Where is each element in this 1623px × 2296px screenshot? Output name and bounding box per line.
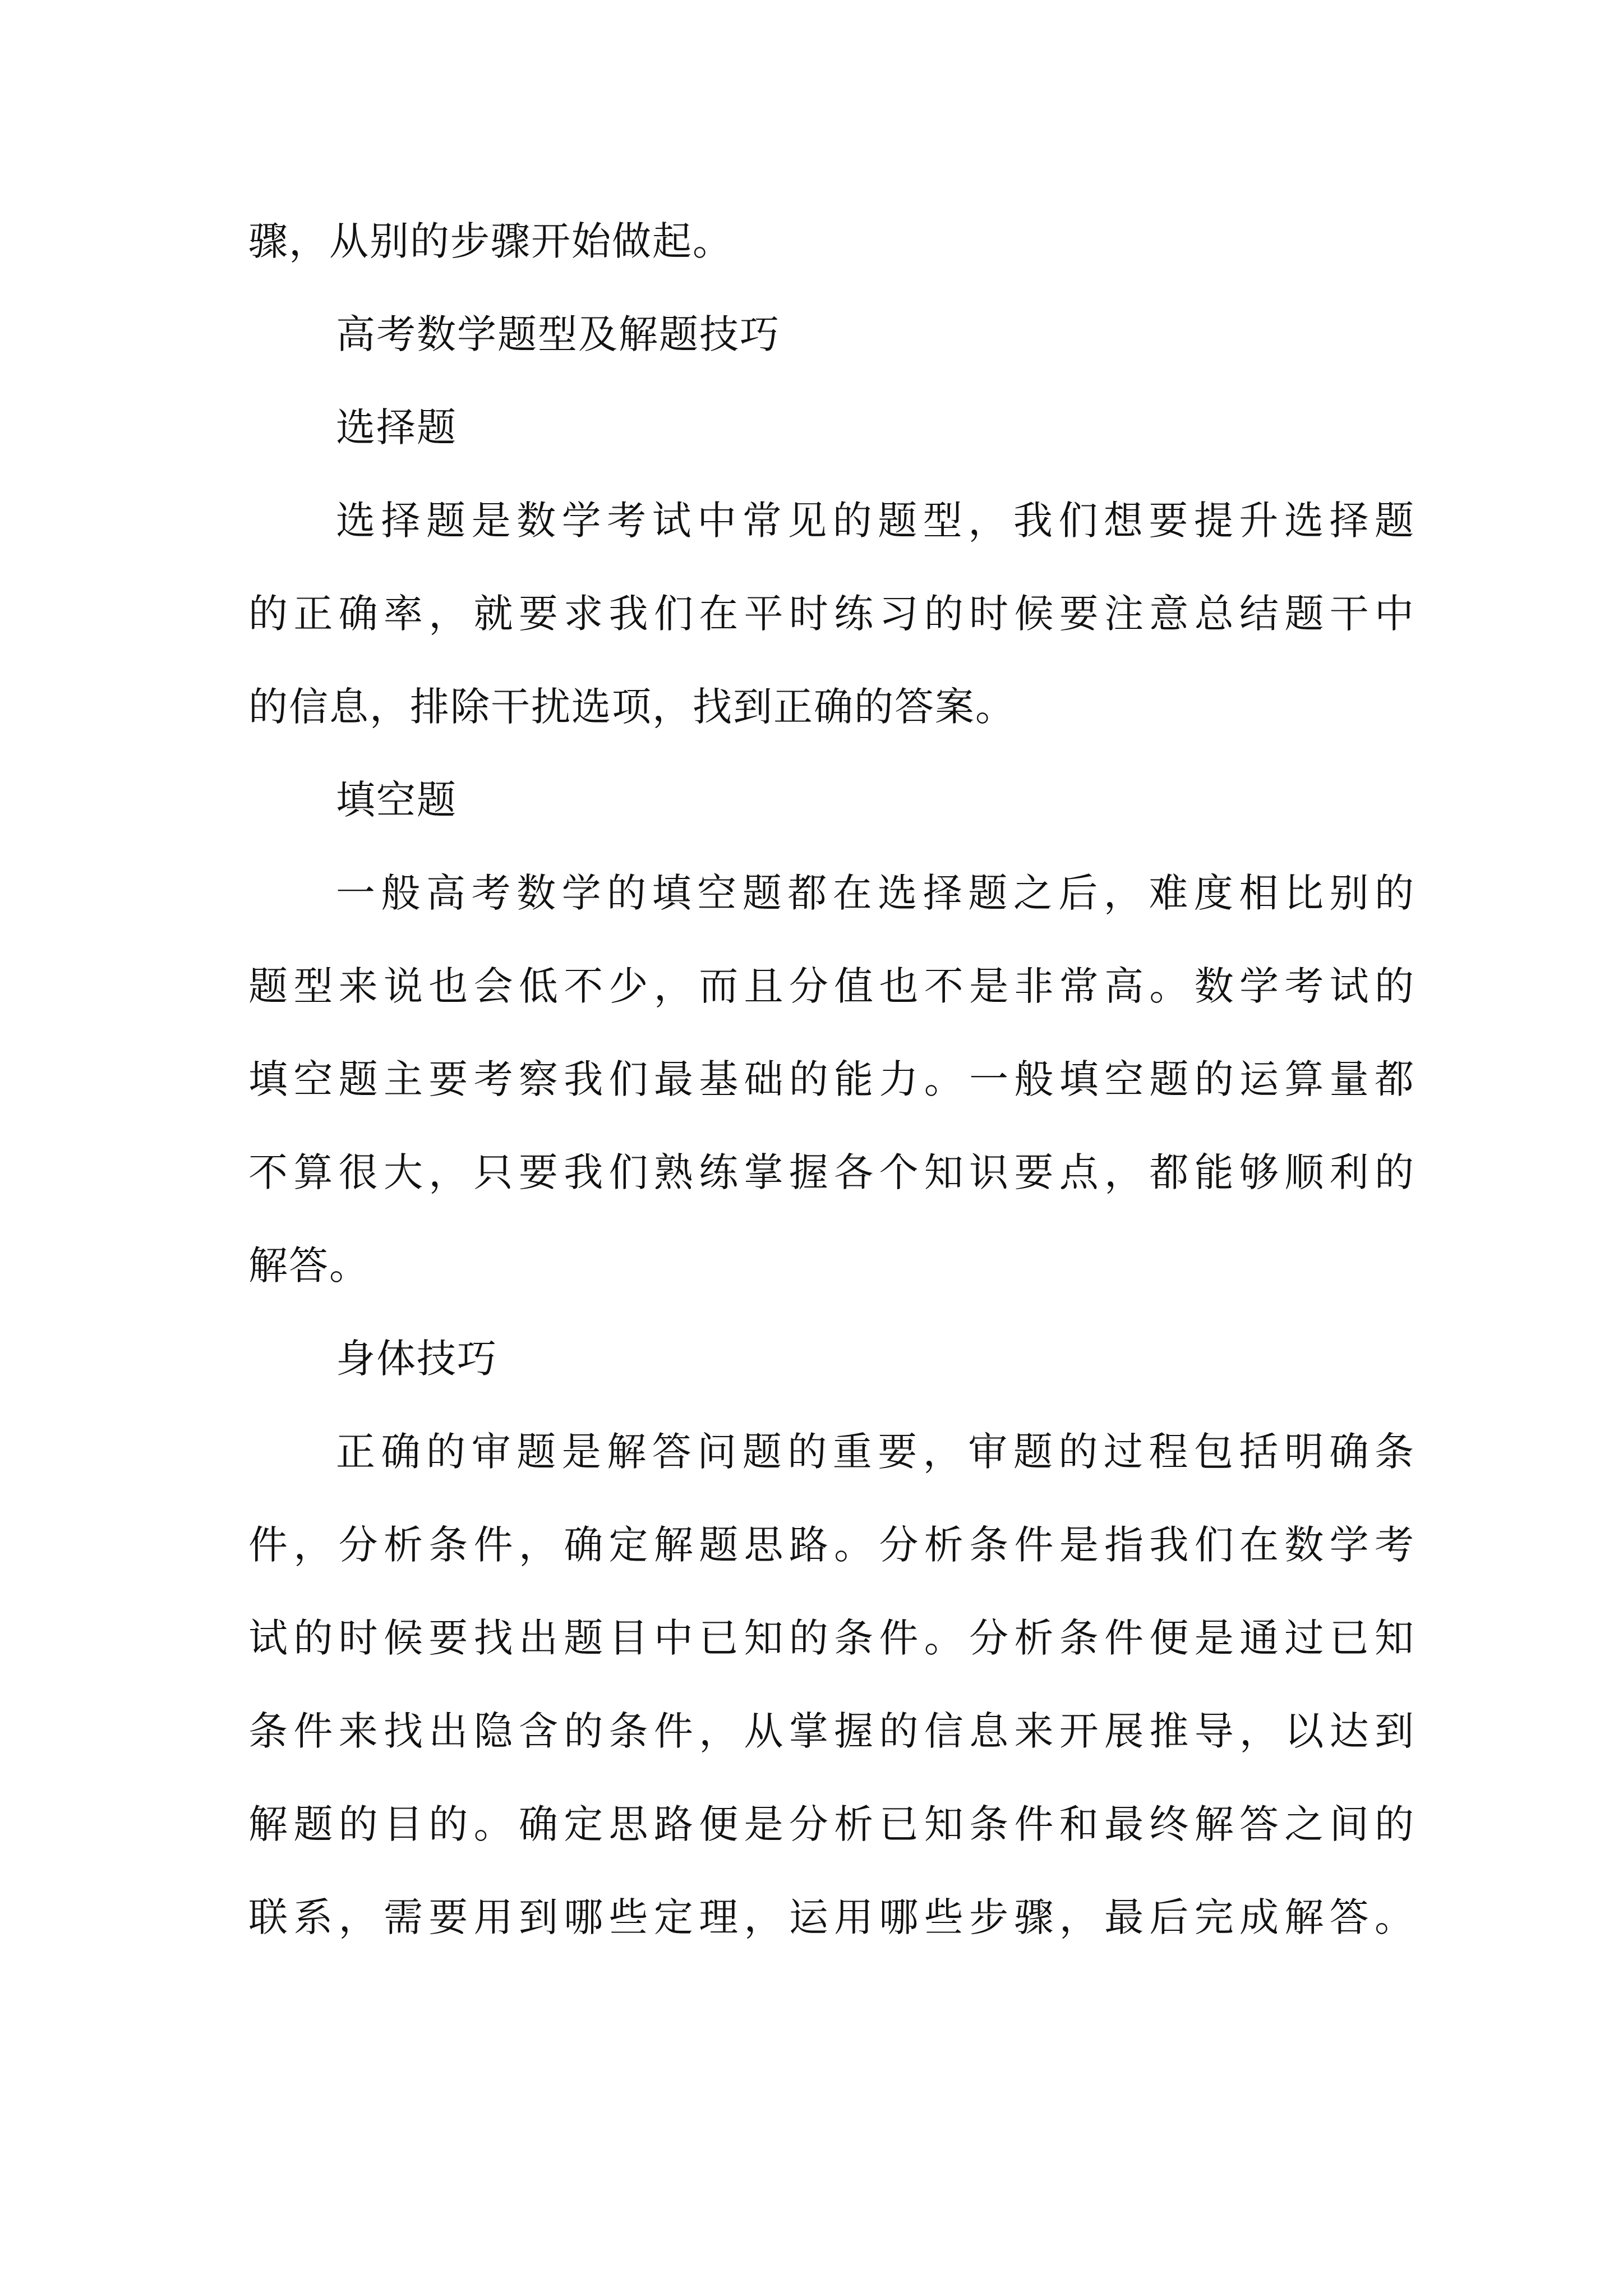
paragraph-line: 解题的目的。确定思路便是分析已知条件和最终解答之间的	[248, 1801, 1415, 1847]
document-body	[248, 213, 1415, 1945]
subheading-body: 身体技巧	[336, 1336, 497, 1382]
paragraph-choice	[248, 493, 1415, 735]
paragraph-line: 不算很大，只要我们熟练掌握各个知识要点，都能够顺利的	[248, 1149, 1415, 1195]
section-heading: 高考数学题型及解题技巧	[336, 311, 780, 357]
paragraph-fill	[248, 865, 1415, 1294]
subheading-choice: 选择题	[336, 404, 457, 450]
subheading-fill: 填空题	[336, 777, 457, 823]
paragraph-body	[248, 1424, 1415, 1945]
paragraph-line: 题型来说也会低不少，而且分值也不是非常高。数学考试的	[248, 963, 1415, 1009]
paragraph-continuation: 骤，从别的步骤开始做起。	[248, 218, 733, 264]
paragraph-line: 的正确率，就要求我们在平时练习的时候要注意总结题干中	[248, 591, 1415, 637]
paragraph-line: 解答。	[248, 1243, 370, 1289]
paragraph-line: 一般高考数学的填空题都在选择题之后，难度相比别的	[336, 870, 1415, 916]
paragraph-line: 正确的审题是解答问题的重要，审题的过程包括明确条	[336, 1429, 1415, 1475]
paragraph-line: 联系，需要用到哪些定理，运用哪些步骤，最后完成解答。	[248, 1894, 1415, 1940]
paragraph-line: 填空题主要考察我们最基础的能力。一般填空题的运算量都	[248, 1056, 1415, 1102]
paragraph-line: 选择题是数学考试中常见的题型，我们想要提升选择题	[336, 498, 1415, 544]
paragraph-line: 试的时候要找出题目中已知的条件。分析条件便是通过已知	[248, 1615, 1415, 1661]
paragraph-line: 件，分析条件，确定解题思路。分析条件是指我们在数学考	[248, 1522, 1415, 1568]
paragraph-line: 的信息，排除干扰选项，找到正确的答案。	[248, 684, 1016, 730]
paragraph-line: 条件来找出隐含的条件，从掌握的信息来开展推导，以达到	[248, 1708, 1415, 1754]
